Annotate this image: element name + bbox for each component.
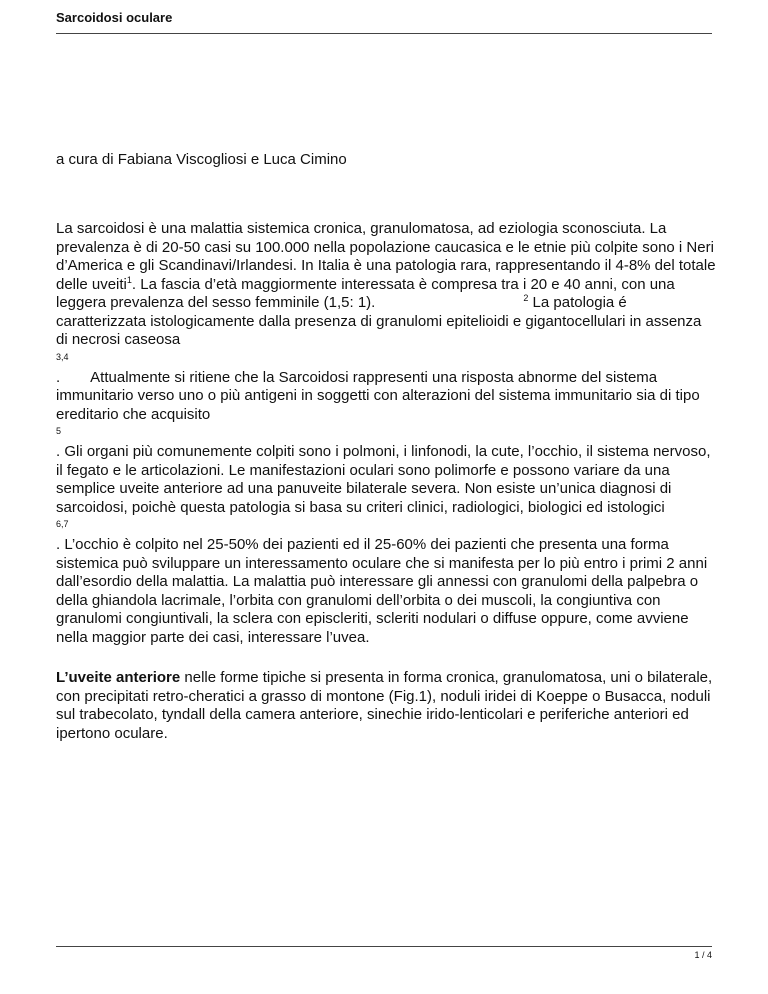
header-divider bbox=[56, 33, 712, 34]
paragraph-organs: . Gli organi più comunemente colpiti sono i polmoni, i linfonodi, la cute, l’occhio, il sistema nervoso, il fegato e le articolazioni. Le manifestazioni oculari sono polimorfe e possono variare da una semplice uveite anteriore ad una panuveite bilaterale severa. Non esiste un’unica diagnosi di sarcoidosi, poichè questa patologia si basa su criteri clinici, radiologici, biologici ed istologici bbox=[56, 443, 711, 516]
page-header-title: Sarcoidosi oculare bbox=[56, 10, 173, 25]
dot-mark: . bbox=[56, 368, 61, 386]
uveitis-section bbox=[56, 669, 716, 743]
footer-divider bbox=[56, 946, 712, 947]
anterior-uveitis-heading: L’uveite anteriore bbox=[56, 669, 181, 686]
article-body bbox=[56, 220, 716, 647]
anterior-uveitis-text: nelle forme tipiche si presenta in forma cronica, granulomatosa, uni o bilaterale, con precipitati retro-cheratici a grasso di montone (Fig.1), noduli iridei di Koeppe o Busacca, noduli sul trabecolato, tyndall della camera anteriore, sinechie irido-lenticolari e periferiche anteriori ed ipertono oculare. bbox=[56, 669, 713, 742]
reference-marker-6-7: 6,7 bbox=[56, 519, 69, 529]
intro-text-a: La sarcoidosi è una malattia sistemica cronica, granulomatosa, ad eziologia sconosciuta. La prevalenza è di 20-50 casi su 100.000 nella popolazione caucasica e le etnie più colpite sono i Neri d’America e gli Scandinavi/Irlandesi. In Italia è una patologia rara, rappresentando il 4-8% del totale delle uveiti bbox=[56, 220, 716, 293]
paragraph-intro bbox=[56, 220, 716, 350]
authors-line: a cura di Fabiana Viscogliosi e Luca Cimino bbox=[56, 151, 347, 168]
paragraph-ocular: . L’occhio è colpito nel 25-50% dei pazienti ed il 25-60% dei pazienti che presenta una forma sistemica può sviluppare un interessamento oculare che si manifesta per lo più entro i primi 2 anni dall’esordio della malattia. La malattia può interessare gli annessi con granulomi della palpebra o della ghiandola lacrimale, l’orbita con granulomi dell’orbita o dei muscoli, la congiuntiva con granulomi congiuntivali, la sclera con episcleriti, scleriti nodulari o diffuse oppure, come avviene nella maggior parte dei casi, interessare l’uvea. bbox=[56, 536, 708, 646]
intro-text-b: . La fascia d’età maggiormente interessata è compresa tra i 20 e 40 anni, con una leggera prevalenza del sesso femminile (1,5: 1). bbox=[56, 275, 675, 311]
paragraph-pathogenesis bbox=[56, 369, 716, 425]
reference-marker-3-4: 3,4 bbox=[56, 351, 69, 362]
footnote-ref-1: 1 bbox=[126, 274, 132, 285]
page-number: 1 / 4 bbox=[694, 950, 712, 960]
footnote-ref-2: 2 bbox=[523, 293, 529, 303]
paragraph-anterior-uveitis bbox=[56, 669, 716, 743]
reference-marker-5: 5 bbox=[56, 426, 62, 436]
pathogenesis-text: Attualmente si ritiene che la Sarcoidosi rappresenti una risposta abnorme del sistema immunitario verso uno o più antigeni in soggetti con alterazioni del sistema immunitario sia di tipo ereditario che acquisito bbox=[56, 368, 700, 423]
intro-text-c: La patologia é caratterizzata istologicamente dalla presenza di granulomi epitelioidi e gigantocellulari in assenza di necrosi caseosa bbox=[56, 294, 702, 348]
